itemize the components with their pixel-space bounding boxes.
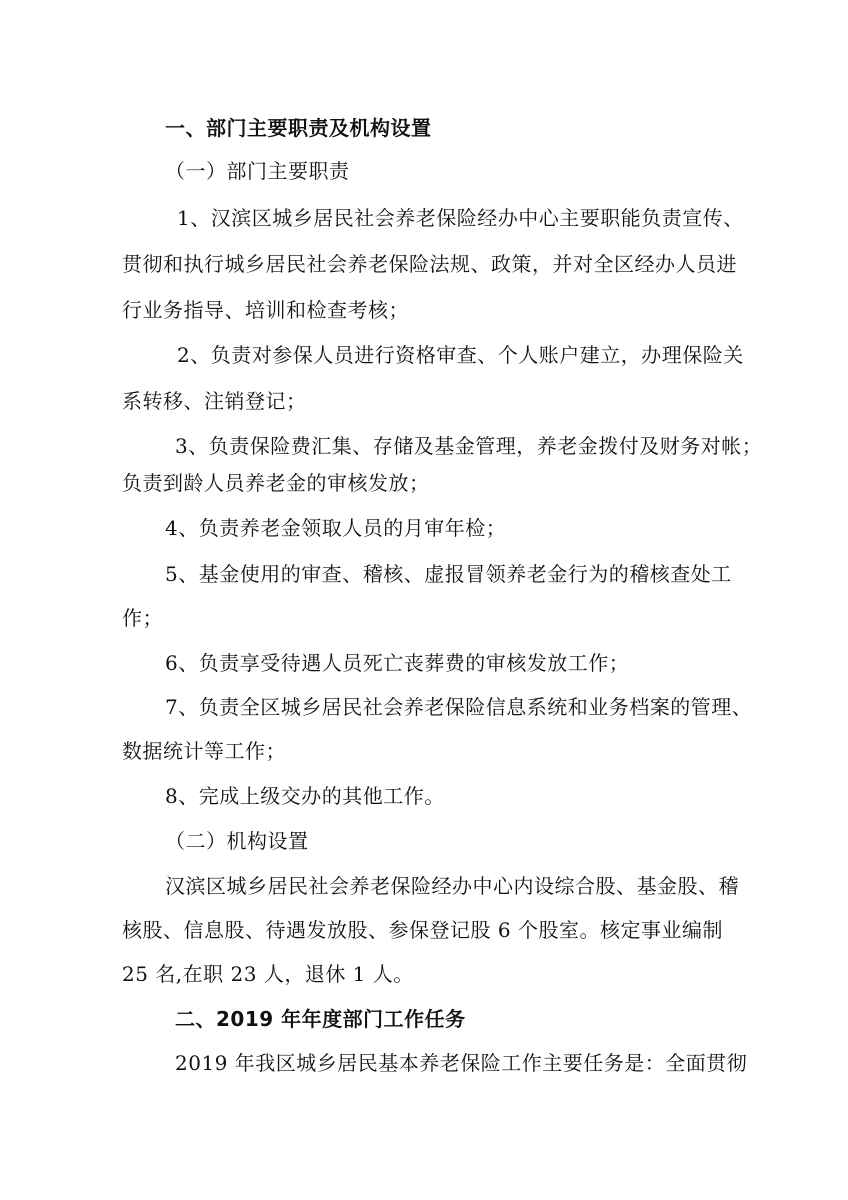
org-line-3: 25 名,在职 23 人，退休 1 人。 [122,962,414,986]
duty-7-line-2: 数据统计等工作； [122,739,286,763]
duty-2-line-2: 系转移、注销登记； [122,389,307,413]
duty-1-line-3: 行业务指导、培训和检查考核； [122,298,409,322]
section-1-title: 一、部门主要职责及机构设置 [165,116,432,140]
duty-5-line-2: 作； [122,606,163,630]
org-line-1: 汉滨区城乡居民社会养老保险经办中心内设综合股、基金股、稽 [165,874,739,898]
duty-7-line-1: 7、负责全区城乡居民社会养老保险信息系统和业务档案的管理、 [165,695,753,719]
duty-2-line-1: 2、负责对参保人员进行资格审查、个人账户建立，办理保险关 [177,343,744,367]
duty-3-line-1: 3、负责保险费汇集、存储及基金管理，养老金拨付及财务对帐； [175,434,763,458]
duty-5-line-1: 5、基金使用的审查、稽核、虚报冒领养老金行为的稽核查处工 [165,562,732,586]
duty-1-line-2: 贯彻和执行城乡居民社会养老保险法规、政策，并对全区经办人员进 [122,252,737,276]
subsection-1-title: （一）部门主要职责 [165,159,350,183]
section-2-title: 二、2019 年年度部门工作任务 [175,1007,466,1031]
duty-3-line-2: 负责到龄人员养老金的审核发放； [122,471,430,495]
task-intro-line: 2019 年我区城乡居民基本养老保险工作主要任务是：全面贯彻 [175,1051,748,1075]
subsection-2-title: （二）机构设置 [165,829,309,853]
duty-6: 6、负责享受待遇人员死亡丧葬费的审核发放工作； [165,651,630,675]
duty-1-line-1: 1、汉滨区城乡居民社会养老保险经办中心主要职能负责宣传、 [177,206,744,230]
org-line-2: 核股、信息股、待遇发放股、参保登记股 6 个股室。核定事业编制 [122,918,723,942]
duty-4: 4、负责养老金领取人员的月审年检； [165,516,507,540]
duty-8: 8、完成上级交办的其他工作。 [165,784,445,808]
